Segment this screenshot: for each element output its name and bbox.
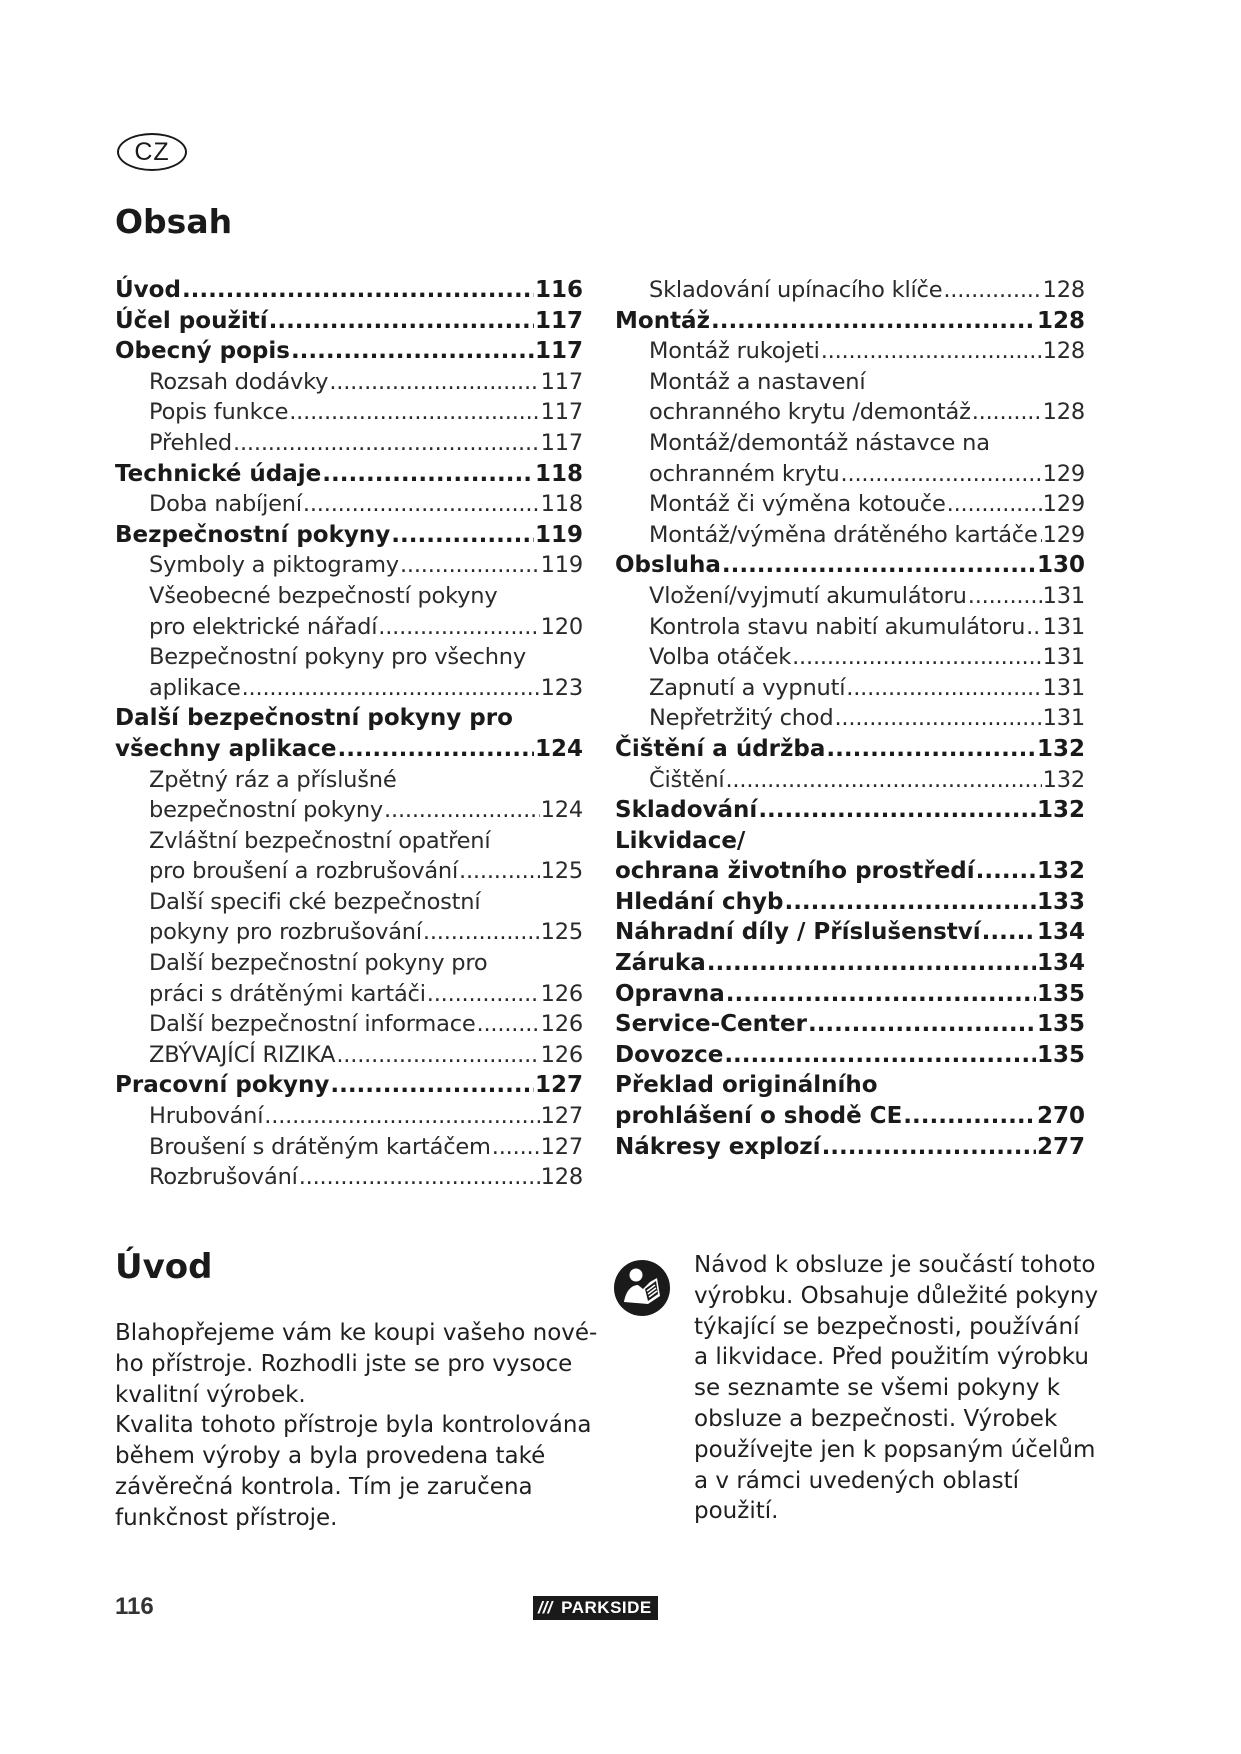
toc-dot-leader: [427, 979, 540, 1010]
toc-entry-page: 128: [1042, 277, 1085, 303]
toc-entry: [115, 948, 583, 979]
toc-dot-leader: [391, 520, 534, 551]
toc-entry: [115, 459, 583, 490]
toc-entry-page: 118: [534, 460, 583, 487]
toc-entry-page: 128: [1042, 399, 1085, 426]
notice-line: obsluze a bezpečnosti. Výrobek: [694, 1405, 1058, 1432]
toc-entry: [115, 765, 583, 796]
toc-entry-page: 117: [534, 338, 583, 365]
toc-entry: [115, 917, 583, 948]
toc-entry: [615, 1070, 1085, 1101]
toc-entry-title: Opravna: [615, 980, 725, 1007]
toc-entry: [115, 581, 583, 612]
toc-entry-title: Montáž/demontáž nástavce na: [649, 429, 990, 456]
toc-entry-page: 120: [540, 613, 583, 640]
toc-entry: [115, 673, 583, 704]
toc-entry-page: 133: [1036, 888, 1085, 915]
toc-entry-title: Hrubování: [149, 1103, 264, 1130]
toc-entry-page: 117: [540, 399, 583, 426]
notice-line: a likvidace. Před použitím výrobku: [694, 1344, 1089, 1371]
brand-slashes: ///: [538, 1598, 553, 1617]
toc-entry: [615, 612, 1085, 643]
toc-entry-page: 135: [1036, 1011, 1085, 1038]
intro-line: závěrečná kontrola. Tím je zaručena: [115, 1473, 533, 1500]
notice-line: Návod k obsluze je součástí tohoto: [694, 1252, 1096, 1278]
toc-entry: [115, 1040, 583, 1071]
toc-entry-title: Obsluha: [615, 552, 721, 579]
toc-entry-title: Nákresy explozí: [615, 1133, 821, 1160]
toc-entry: [615, 673, 1085, 704]
toc-entry-title: Montáž: [615, 307, 710, 334]
toc-dot-leader: [821, 336, 1042, 367]
toc-dot-leader: [903, 1101, 1036, 1132]
toc-entry-title: Kontrola stavu nabití akumulátoru: [649, 613, 1026, 640]
toc-entry-title: Likvidace/: [615, 827, 746, 854]
notice-line: se seznamte se všemi pokyny k: [694, 1375, 1061, 1402]
toc-dot-leader: [291, 336, 534, 367]
toc-entry: [615, 397, 1085, 428]
toc-entry: [115, 1162, 583, 1193]
toc-dot-leader: [972, 397, 1042, 428]
toc-entry-title: Zpětný ráz a příslušné: [149, 766, 397, 793]
toc-entry: [615, 948, 1085, 979]
toc-entry-title: prohlášení o shodě CE: [615, 1103, 903, 1130]
toc-entry-title: Čištění a údržba: [615, 735, 826, 762]
toc-entry-page: 131: [1042, 582, 1085, 609]
toc-entry-title: aplikace: [149, 674, 241, 701]
toc-dot-leader: [329, 367, 539, 398]
toc-dot-leader: [337, 734, 534, 765]
toc-entry: [115, 887, 583, 918]
toc-entry-title: Nepřetržitý chod: [649, 705, 834, 732]
toc-entry: [115, 795, 583, 826]
toc-entry: [615, 550, 1085, 581]
toc-left-column: [115, 275, 583, 1193]
toc-entry-title: pro broušení a rozbrušování: [149, 858, 459, 885]
toc-entry-title: Náhradní díly / Příslušenství: [615, 919, 981, 946]
toc-dot-leader: [841, 459, 1042, 490]
toc-entry-page: 131: [1042, 644, 1085, 671]
intro-line: ho přístroje. Rozhodli jste se pro vysoce: [115, 1350, 573, 1377]
toc-entry-page: 117: [540, 429, 583, 456]
toc-entry-page: 117: [534, 307, 583, 334]
toc-entry-title: Další bezpečnostní informace: [149, 1011, 476, 1038]
toc-entry: [615, 887, 1085, 918]
toc-entry-title: Účel použití: [115, 307, 268, 334]
toc-entry: [615, 306, 1085, 337]
toc-entry-page: 131: [1042, 674, 1085, 701]
toc-dot-leader: [726, 979, 1036, 1010]
toc-entry: [115, 612, 583, 643]
toc-entry: [615, 734, 1085, 765]
toc-entry-title: Pracovní pokyny: [115, 1072, 330, 1099]
toc-entry-page: 270: [1036, 1103, 1085, 1130]
toc-entry: [615, 275, 1085, 306]
toc-entry-title: Popis funkce: [149, 399, 289, 426]
toc-entry-page: 132: [1036, 797, 1085, 824]
toc-entry-page: 118: [540, 491, 583, 518]
toc-entry: [615, 856, 1085, 887]
toc-entry: [615, 336, 1085, 367]
toc-dot-leader: [943, 275, 1041, 306]
toc-entry-title: Zvláštní bezpečnostní opatření: [149, 827, 491, 854]
toc-entry-title: Přehled: [149, 429, 233, 456]
toc-entry-page: 134: [1036, 919, 1085, 946]
toc-entry: [615, 642, 1085, 673]
toc-entry: [615, 520, 1085, 551]
toc-dot-leader: [269, 306, 534, 337]
toc-entry-page: 131: [1042, 613, 1085, 640]
intro-line: funkčnost přístroje.: [115, 1504, 338, 1531]
toc-entry: [615, 489, 1085, 520]
toc-dot-leader: [982, 917, 1036, 948]
intro-line: během výroby a byla provedena také: [115, 1443, 546, 1470]
toc-entry-page: 130: [1036, 552, 1085, 579]
toc-dot-leader: [233, 428, 540, 459]
toc-entry: [115, 520, 583, 551]
toc-entry-title: ZBÝVAJÍCÍ RIZIKA: [149, 1041, 336, 1068]
toc-dot-leader: [1026, 612, 1041, 643]
toc-entry-title: bezpečnostní pokyny: [149, 797, 384, 824]
toc-entry-title: pro elektrické nářadí: [149, 613, 378, 640]
toc-entry-title: Záruka: [615, 950, 706, 977]
toc-entry-title: pokyny pro rozbrušování: [149, 919, 422, 946]
toc-entry-page: 116: [534, 277, 583, 303]
toc-dot-leader: [846, 673, 1041, 704]
toc-entry-page: 126: [540, 1041, 583, 1068]
toc-entry-title: ochranném krytu: [649, 460, 840, 487]
toc-entry: [115, 734, 583, 765]
toc-dot-leader: [808, 1009, 1036, 1040]
language-badge: CZ: [117, 133, 187, 171]
brand-name: PARKSIDE: [561, 1598, 652, 1617]
toc-entry: [615, 917, 1085, 948]
toc-entry-title: Rozbrušování: [149, 1164, 298, 1191]
toc-entry-page: 132: [1036, 858, 1085, 885]
toc-entry-title: ochranného krytu /demontáž: [649, 399, 971, 426]
notice-line: použití.: [694, 1498, 779, 1525]
toc-entry: [615, 1132, 1085, 1163]
toc-entry-title: Montáž či výměna kotouče: [649, 491, 946, 518]
toc-entry-title: Volba otáček: [649, 644, 792, 671]
toc-entry-title: Symboly a piktogramy: [149, 552, 399, 579]
intro-line: Kvalita tohoto přístroje byla kontrolována: [115, 1412, 592, 1439]
toc-entry-page: 126: [540, 1011, 583, 1038]
toc-entry-title: Broušení s drátěným kartáčem: [149, 1133, 491, 1160]
toc-entry-page: 126: [540, 980, 583, 1007]
toc-entry-page: 127: [540, 1133, 583, 1160]
toc-entry-page: 117: [540, 368, 583, 395]
toc-entry-page: 124: [534, 735, 583, 762]
read-manual-icon: [612, 1258, 672, 1318]
toc-entry-title: Zapnutí a vypnutí: [649, 674, 846, 701]
toc-entry-page: 131: [1042, 705, 1085, 732]
toc-entry-title: Další specifi cké bezpečnostní: [149, 888, 481, 915]
toc-entry: [115, 489, 583, 520]
toc-entry: [615, 979, 1085, 1010]
toc-dot-leader: [182, 275, 534, 306]
toc-entry: [615, 428, 1085, 459]
toc-dot-leader: [947, 489, 1042, 520]
toc-entry: [115, 1070, 583, 1101]
toc-entry-title: Další bezpečnostní pokyny pro: [115, 705, 513, 732]
toc-dot-leader: [822, 1132, 1036, 1163]
toc-entry-title: Montáž rukojeti: [649, 338, 820, 365]
toc-entry: [115, 703, 583, 734]
toc-entry-title: Čištění: [649, 766, 725, 793]
toc-entry: [615, 795, 1085, 826]
toc-dot-leader: [400, 550, 540, 581]
toc-dot-leader: [303, 489, 540, 520]
toc-entry: [115, 397, 583, 428]
toc-entry-title: Montáž a nastavení: [649, 368, 866, 395]
toc-entry: [615, 826, 1085, 857]
toc-entry: [115, 550, 583, 581]
toc-entry: [115, 306, 583, 337]
toc-entry-page: 128: [1036, 307, 1085, 334]
toc-dot-leader: [459, 856, 540, 887]
toc-entry: [115, 642, 583, 673]
toc-entry: [615, 1009, 1085, 1040]
intro-line: kvalitní výrobek.: [115, 1381, 306, 1408]
toc-dot-leader: [707, 948, 1036, 979]
toc-dot-leader: [724, 1040, 1036, 1071]
toc-entry-page: 135: [1036, 980, 1085, 1007]
toc-dot-leader: [758, 795, 1036, 826]
toc-entry-page: 132: [1042, 766, 1085, 793]
toc-entry-page: 134: [1036, 950, 1085, 977]
toc-entry: [115, 1101, 583, 1132]
toc-dot-leader: [711, 306, 1036, 337]
toc-entry-page: 125: [540, 858, 583, 885]
toc-entry-page: 128: [540, 1164, 583, 1191]
toc-entry-page: 277: [1036, 1133, 1085, 1160]
toc-dot-leader: [976, 856, 1036, 887]
toc-dot-leader: [322, 459, 534, 490]
toc-dot-leader: [834, 703, 1041, 734]
toc-entry-title: Vložení/vyjmutí akumulátoru: [649, 582, 967, 609]
toc-dot-leader: [725, 765, 1041, 796]
toc-entry-title: Service-Center: [615, 1011, 807, 1038]
toc-title: Obsah: [115, 202, 233, 241]
toc-dot-leader: [492, 1132, 540, 1163]
brand-logo: [533, 1596, 658, 1620]
toc-entry-page: 129: [1042, 491, 1085, 518]
toc-entry-title: Bezpečnostní pokyny: [115, 521, 391, 548]
toc-entry-page: 128: [1042, 338, 1085, 365]
toc-entry: [615, 1101, 1085, 1132]
page-number: 116: [115, 1593, 154, 1620]
toc-entry-page: 135: [1036, 1041, 1085, 1068]
toc-entry-title: Obecný popis: [115, 338, 290, 365]
toc-dot-leader: [784, 887, 1036, 918]
toc-entry: [115, 275, 583, 306]
toc-entry-page: 124: [540, 797, 583, 824]
notice-line: výrobku. Obsahuje důležité pokyny: [694, 1282, 1099, 1309]
toc-entry-page: 132: [1036, 735, 1085, 762]
notice-line: používejte jen k popsaným účelům: [694, 1436, 1096, 1463]
intro-paragraph: [115, 1318, 598, 1534]
toc-dot-leader: [330, 1070, 534, 1101]
toc-entry-title: Další bezpečnostní pokyny pro: [149, 950, 488, 977]
toc-entry-title: Hledání chyb: [615, 888, 784, 915]
toc-dot-leader: [968, 581, 1042, 612]
toc-entry-title: Skladování upínacího klíče: [649, 277, 943, 303]
toc-entry: [615, 703, 1085, 734]
manual-notice: [694, 1250, 1114, 1527]
toc-entry-title: práci s drátěnými kartáči: [149, 980, 426, 1007]
toc-entry-title: Doba nabíjení: [149, 491, 302, 518]
toc-dot-leader: [264, 1101, 539, 1132]
notice-line: a v rámci uvedených oblastí: [694, 1467, 1019, 1494]
toc-entry: [115, 428, 583, 459]
toc-entry: [115, 979, 583, 1010]
toc-entry: [615, 765, 1085, 796]
toc-entry: [115, 336, 583, 367]
notice-line: týkající se bezpečnosti, používání: [694, 1313, 1080, 1340]
toc-entry: [115, 826, 583, 857]
toc-entry-page: 127: [540, 1103, 583, 1130]
toc-entry-title: Technické údaje: [115, 460, 322, 487]
toc-entry-page: 129: [1042, 521, 1085, 548]
toc-entry-title: všechny aplikace: [115, 735, 337, 762]
toc-dot-leader: [289, 397, 539, 428]
toc-entry-title: Dovozce: [615, 1041, 724, 1068]
toc-entry-page: 127: [534, 1072, 583, 1099]
toc-entry-page: 125: [540, 919, 583, 946]
toc-dot-leader: [826, 734, 1036, 765]
intro-heading: Úvod: [115, 1247, 213, 1287]
toc-right-column: [615, 275, 1085, 1162]
toc-dot-leader: [423, 917, 540, 948]
toc-entry: [115, 1009, 583, 1040]
toc-dot-leader: [722, 550, 1036, 581]
toc-entry-title: Bezpečnostní pokyny pro všechny: [149, 644, 526, 671]
toc-entry-title: Rozsah dodávky: [149, 368, 329, 395]
toc-entry-title: Všeobecné bezpečností pokyny: [149, 582, 498, 609]
toc-dot-leader: [1039, 520, 1042, 551]
toc-dot-leader: [384, 795, 540, 826]
toc-entry: [615, 367, 1085, 398]
toc-entry-page: 119: [534, 521, 583, 548]
toc-entry-title: Překlad originálního: [615, 1072, 878, 1099]
toc-entry-title: Montáž/výměna drátěného kartáče: [649, 521, 1038, 548]
toc-dot-leader: [299, 1162, 540, 1193]
toc-entry-page: 129: [1042, 460, 1085, 487]
toc-dot-leader: [242, 673, 540, 704]
toc-entry-title: Skladování: [615, 797, 758, 824]
toc-entry: [615, 581, 1085, 612]
toc-entry: [115, 1132, 583, 1163]
toc-entry: [615, 1040, 1085, 1071]
toc-entry-page: 123: [540, 674, 583, 701]
toc-entry-page: 119: [540, 552, 583, 579]
toc-dot-leader: [378, 612, 539, 643]
toc-dot-leader: [336, 1040, 539, 1071]
toc-dot-leader: [792, 642, 1042, 673]
toc-entry: [615, 459, 1085, 490]
toc-entry: [115, 856, 583, 887]
toc-dot-leader: [477, 1009, 540, 1040]
toc-entry-title: ochrana životního prostředí: [615, 858, 975, 885]
toc-entry-title: Úvod: [115, 277, 181, 303]
toc-entry: [115, 367, 583, 398]
intro-line: Blahopřejeme vám ke koupi vašeho nové-: [115, 1320, 598, 1346]
